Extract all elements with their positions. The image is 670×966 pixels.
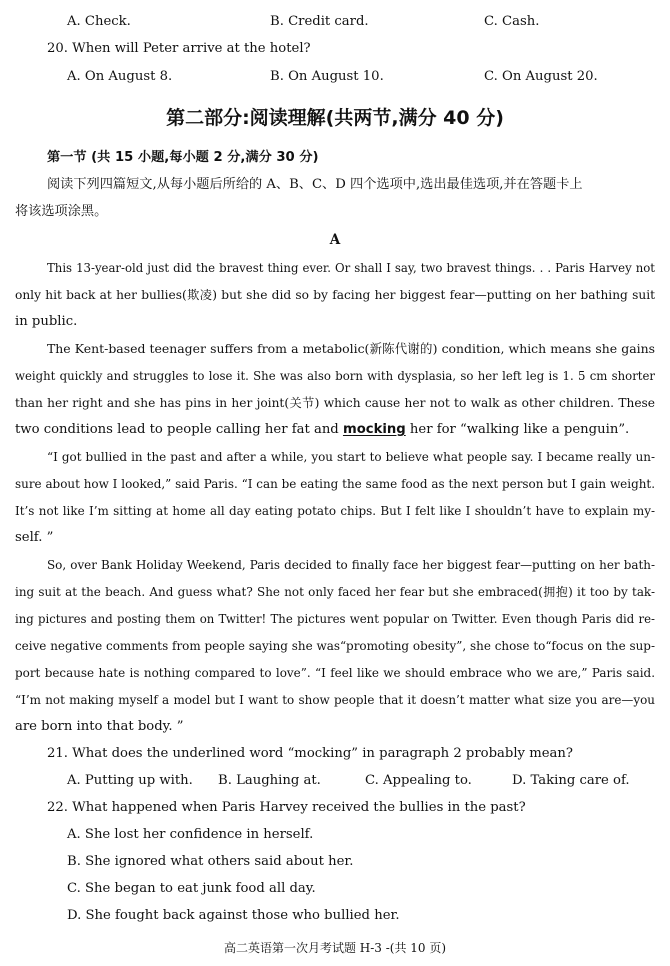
p3-line-4: self. ”: [15, 530, 54, 545]
p4-line-7: are born into that body. ”: [15, 719, 184, 734]
part2-title: 第二部分:阅读理解(共两节,满分 40 分): [166, 107, 504, 129]
q22-option-a: A. She lost her confidence in herself.: [67, 827, 314, 842]
q19-option-b: B. Credit card.: [270, 14, 369, 29]
passage-label: A: [329, 232, 341, 248]
q21-option-d: D. Taking care of.: [512, 773, 630, 788]
q21-option-c: C. Appealing to.: [365, 773, 472, 788]
p2-line-4: two conditions lead to people calling her fat and mocking her for “walking like a penguin”.: [15, 422, 630, 437]
p4-line-1: So, over Bank Holiday Weekend, Paris decided to finally face her biggest fear—putting on her bath-: [47, 558, 655, 572]
q20-option-b: B. On August 10.: [270, 69, 384, 84]
p1-line-2: only hit back at her bullies(欺凌) but she did so by facing her biggest fear—putting on her bathing suit: [15, 288, 655, 302]
instruction-line-2: 将该选项涂黑。: [15, 204, 108, 219]
p2-line-3: than her right and she has pins in her joint(关节) which cause her not to walk as other children. These: [15, 396, 655, 410]
p4-line-3: ing pictures and posting them on Twitter! The pictures went popular on Twitter. Even though Paris did re-: [15, 612, 655, 626]
p2-line-1: The Kent-based teenager suffers from a metabolic(新陈代谢的) condition, which means she gains: [47, 341, 655, 356]
p3-line-3: It’s not like I’m sitting at home all day eating potato chips. But I felt like I shouldn’t have to explain my-: [15, 504, 655, 518]
page-footer: 高二英语第一次月考试题 H-3 -(共 10 页): [223, 941, 447, 955]
q22-stem: 22. What happened when Paris Harvey received the bullies in the past?: [47, 800, 526, 815]
q19-option-c: C. Cash.: [484, 14, 540, 29]
p3-line-2: sure about how I looked,” said Paris. “I can be eating the same food as the next person but I gain weight.: [15, 477, 655, 491]
q22-option-c: C. She began to eat junk food all day.: [67, 881, 316, 896]
p4-line-4: ceive negative comments from people saying she was“promoting obesity”, she chose to“focus on the sup-: [15, 639, 655, 653]
underlined-word-mocking: mocking: [342, 422, 406, 437]
q20-option-a: A. On August 8.: [67, 69, 173, 84]
q21-option-b: B. Laughing at.: [218, 773, 321, 788]
q19-option-a: A. Check.: [67, 14, 131, 29]
p1-line-1: This 13-year-old just did the bravest thing ever. Or shall I say, two bravest things. . . Paris Harvey not: [47, 261, 655, 275]
q21-option-a: A. Putting up with.: [67, 773, 193, 788]
p2-line-2: weight quickly and struggles to lose it. She was also born with dysplasia, so her left leg is 1. 5 cm shorter: [15, 369, 655, 383]
q21-stem: 21. What does the underlined word “mocking” in paragraph 2 probably mean?: [47, 746, 573, 761]
q22-option-d: D. She fought back against those who bullied her.: [67, 908, 400, 923]
q20-stem: 20. When will Peter arrive at the hotel?: [47, 41, 311, 56]
q20-option-c: C. On August 20.: [484, 69, 598, 84]
instruction-line-1: 阅读下列四篇短文,从每小题后所给的 A、B、C、D 四个选项中,选出最佳选项,并在答题卡上: [47, 177, 583, 192]
p4-line-6: “I’m not making myself a model but I want to show people that it doesn’t matter what size you are—you: [15, 693, 655, 707]
p4-line-5: port because hate is nothing compared to love”. “I feel like we should embrace who we are,” Paris said.: [15, 666, 655, 680]
p3-line-1: “I got bullied in the past and after a while, you start to believe what people say. I became really un-: [47, 450, 655, 464]
q22-option-b: B. She ignored what others said about her.: [67, 854, 354, 869]
p1-line-3: in public.: [15, 314, 78, 329]
section1-heading: 第一节 (共 15 小题,每小题 2 分,满分 30 分): [47, 150, 319, 165]
p4-line-2: ing suit at the beach. And guess what? She not only faced her fear but she embraced(拥抱) it too by tak-: [15, 585, 655, 599]
